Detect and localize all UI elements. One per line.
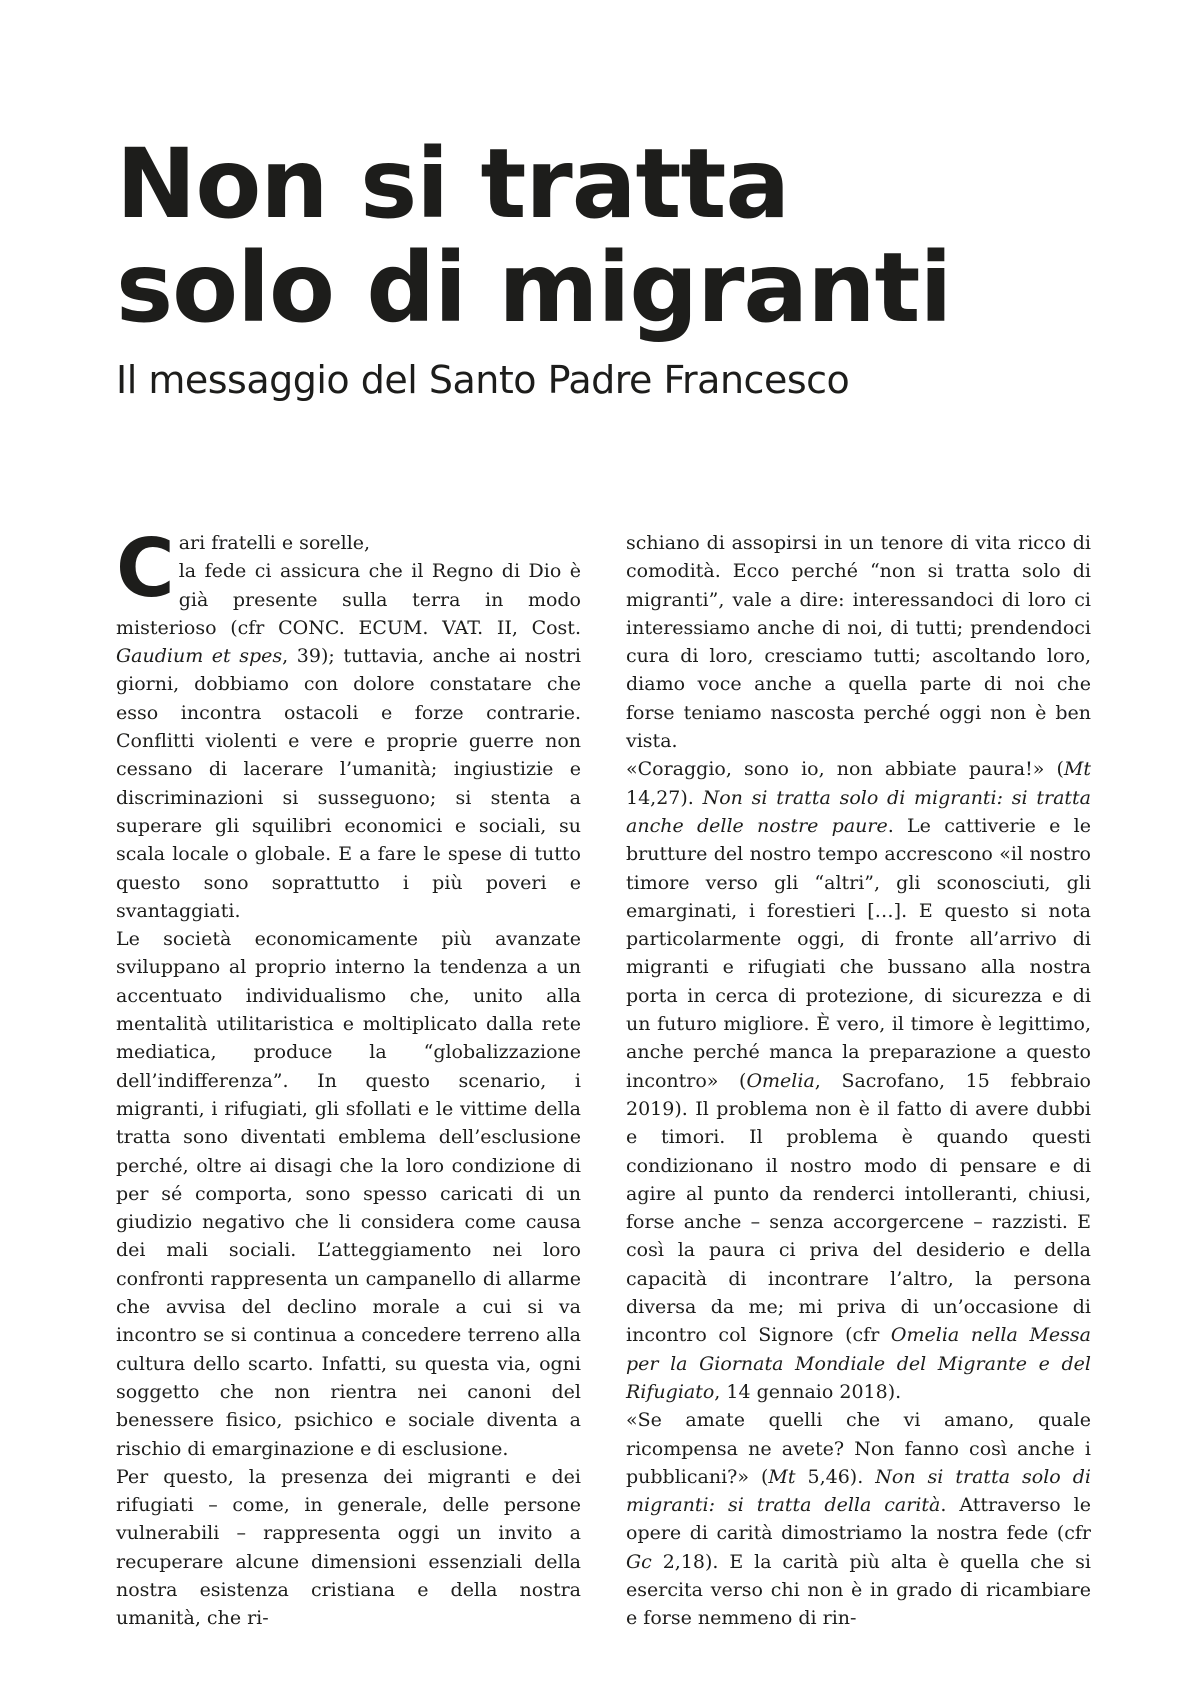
left-column <box>116 522 582 1633</box>
right-column <box>626 529 1091 1633</box>
paragraph-text: «Coraggio, sono io, non abbiate paura!» ( <box>626 758 1064 781</box>
citation-title: Omelia nella Messa per la Giornata Mondiale del Migrante e del Rifugiato <box>626 1324 1092 1403</box>
citation-ref: Mt <box>768 1465 796 1488</box>
paragraph-text: . Attraverso le opere di carità dimostriamo la nostra fede (cfr <box>626 1494 1092 1545</box>
paragraph-text: , 39); tuttavia, anche ai nostri giorni, dobbiamo con dolore constatare che esso incontra ostacoli e forze contrarie. Conflitti violenti e vere e proprie guerre non cessano di lacerare l’umanità; ingiustizie e discriminazioni si susseguono; si stenta a superare gli squilibri economici e sociali, su scala locale o globale. E a fare le spese di tutto questo sono soprattutto i più poveri e svantaggiati. <box>116 645 582 922</box>
paragraph-text: , Sacrofano, 15 febbraio 2019). Il problema non è il fatto di avere dubbi e timori. Il problema è quando questi condizionano il nostro modo di pensare e di agire al punto da renderci intolleranti, chiusi, forse anche – senza accorgercene – razzisti. E così la paura ci priva del desiderio e della capacità di incontrare l’altro, la persona diversa da me; mi priva di un’occasione di incontro col Signore (cfr <box>626 1069 1091 1347</box>
paragraph-6 <box>626 1406 1091 1632</box>
paragraph-3: Per questo, la presenza dei migranti e dei rifugiati – come, in generale, delle persone vulnerabili – rappresenta oggi un invito a recuperare alcune dimensioni essenziali della nostra esistenza cristiana e della nostra umanità, che ri- <box>116 1465 581 1630</box>
paragraph-text: , 14 gennaio 2018). <box>714 1380 902 1403</box>
citation-ref: Mt <box>1063 758 1091 781</box>
paragraph-text: 5,46). <box>795 1465 876 1488</box>
paragraph-text: . Le cattiverie e le brutture del nostro tempo accrescono «il nostro timore verso gli “altri”, gli sconosciuti, gli emarginati, i forestieri […]. E questo si nota particolarmente oggi, di fronte all’arrivo di migranti e rifugiati che bussano alla nostra porta in cerca di protezione, di sicurezza e di un futuro migliore. È vero, il timore è legittimo, anche perché manca la preparazione a questo incontro» ( <box>626 814 1091 1092</box>
paragraph-1 <box>116 522 582 925</box>
citation-title: Omelia <box>746 1069 815 1092</box>
paragraph-5 <box>626 755 1091 1406</box>
citation-ref: Gc <box>626 1550 652 1573</box>
salutation: ari fratelli e sorelle, <box>178 532 371 554</box>
page-title <box>116 128 1076 344</box>
title-line-2: solo di migranti <box>116 232 952 344</box>
paragraph-text: 2,18). E la carità più alta è quella che si esercita verso chi non è in grado di ricambiare e forse nemmeno di rin- <box>626 1550 1091 1630</box>
page-subtitle: Il messaggio del Santo Padre Francesco <box>116 358 850 402</box>
paragraph-text: «Se amate quelli che vi amano, quale ricompensa ne avete? Non fanno così anche i pubblicani?» ( <box>626 1409 1091 1488</box>
paragraph-2: Le società economicamente più avanzate sviluppano al proprio interno la tendenza a un accentuato individualismo che, unito alla mentalità utilitaristica e moltiplicato dalla rete mediatica, produce la “globalizzazione dell’indifferenza”. In questo scenario, i migranti, i rifugiati, gli sfollati e le vittime della tratta sono diventati emblema dell’esclusione perché, oltre ai disagi che la loro condizione di per sé comporta, sono spesso caricati di un giudizio negativo che li considera come causa dei mali sociali. L’atteggiamento nei loro confronti rappresenta un campanello di allarme che avvisa del declino morale a cui si va incontro se si continua a concedere terreno alla cultura dello scarto. Infatti, su questa via, ogni soggetto che non rientra nei canoni del benessere fisico, psichico e sociale diventa a rischio di emarginazione e di esclusione. <box>116 928 581 1460</box>
title-line-1: Non si tratta <box>116 128 790 240</box>
paragraph-text: 14,27). <box>626 786 703 809</box>
paragraph-text: la fede ci assicura che il Regno di Dio è già presente sulla terra in modo misterioso (cfr CONC. ECUM. VAT. II, Cost. <box>116 560 581 639</box>
drop-cap: C <box>116 522 175 615</box>
emphasis-heading: Non si tratta solo di migranti: si tratta anche delle nostre paure <box>626 786 1091 837</box>
emphasis-heading: Non si tratta solo di migranti: si tratta della carità <box>626 1465 1091 1517</box>
paragraph-4: schiano di assopirsi in un tenore di vita ricco di comodità. Ecco perché “non si tratta solo di migranti”, vale a dire: interessandoci di loro ci interessiamo anche di noi, di tutti; prendendoci cura di loro, cresciamo tutti; ascoltando loro, diamo voce anche a quella parte di noi che forse teniamo nascosta perché oggi non è ben vista. <box>626 532 1091 753</box>
citation-title: Gaudium et spes <box>116 645 283 668</box>
